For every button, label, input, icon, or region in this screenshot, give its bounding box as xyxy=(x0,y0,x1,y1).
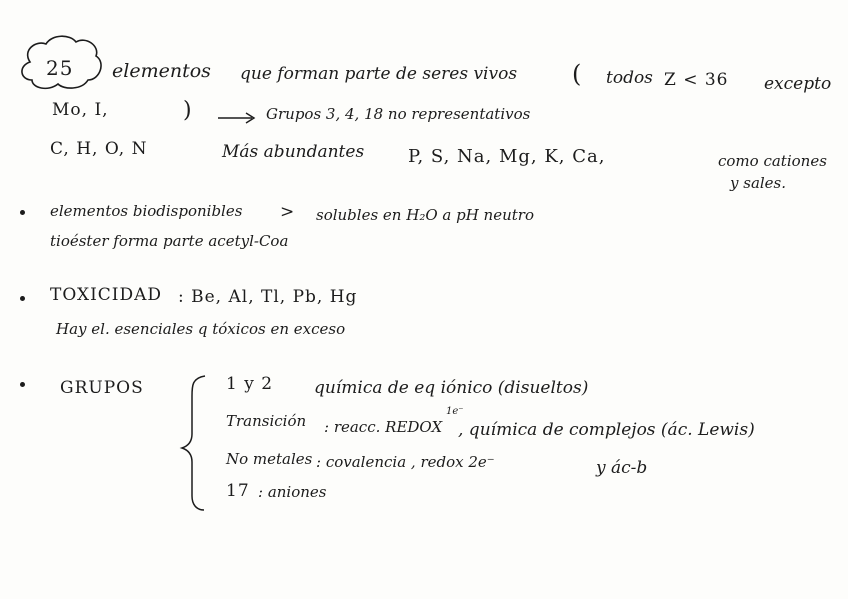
grupos-title: GRUPOS xyxy=(60,378,144,398)
group-1-2-text: química de eq iónico (disueltos) xyxy=(314,378,589,398)
group-1-2-label: 1 y 2 xyxy=(226,374,274,394)
mo-i: Mo, I, xyxy=(52,100,109,120)
toxic-elements: : Be, Al, Tl, Pb, Hg xyxy=(178,287,358,307)
transicion-label: Transición xyxy=(226,412,307,430)
paren-close: ) xyxy=(183,98,192,123)
word-elementos: elementos xyxy=(112,60,211,82)
transicion-superscript: 1e⁻ xyxy=(446,406,464,417)
bullet-dot xyxy=(20,210,25,215)
solubles-text: solubles en H₂O a pH neutro xyxy=(316,206,534,224)
word-todos: todos xyxy=(606,68,653,88)
circled-number: 25 xyxy=(46,56,74,80)
z-expression: Z < 36 xyxy=(664,70,729,90)
arrow-icon xyxy=(218,113,254,123)
no-metales-text-a: : covalencia , redox 2e⁻ xyxy=(316,453,495,471)
group-17-text: : aniones xyxy=(258,483,327,501)
word-excepto: excepto xyxy=(764,74,832,94)
phrase-que-forman: que forman parte de seres vivos xyxy=(240,64,518,84)
bullet-dot xyxy=(20,382,25,387)
toxicidad-title: TOXICIDAD xyxy=(50,285,163,305)
curly-brace xyxy=(182,376,205,510)
tioester-text: tioéster forma parte acetyl-Coa xyxy=(50,232,289,250)
mas-abundantes: Más abundantes xyxy=(222,142,365,162)
toxic-note: Hay el. esenciales q tóxicos en exceso xyxy=(56,320,346,338)
transicion-text-a: : reacc. REDOX xyxy=(324,418,443,436)
paren-open: ( xyxy=(572,60,582,88)
no-metales-label: No metales xyxy=(226,450,313,468)
grupos-representativos: Grupos 3, 4, 18 no representativos xyxy=(266,105,531,123)
como-cationes: como cationes xyxy=(718,152,827,170)
abundant-elements: P, S, Na, Mg, K, Ca, xyxy=(408,146,606,167)
bullet-dot xyxy=(20,296,25,301)
no-metales-text-b: y ác-b xyxy=(596,458,648,478)
y-sales: y sales. xyxy=(730,174,787,192)
greater-than: > xyxy=(280,202,296,222)
chon: C, H, O, N xyxy=(50,139,148,159)
biodisponibles-text: elementos biodisponibles xyxy=(50,202,243,220)
group-17-label: 17 xyxy=(226,481,250,501)
transicion-text-b: , química de complejos (ác. Lewis) xyxy=(458,420,755,440)
